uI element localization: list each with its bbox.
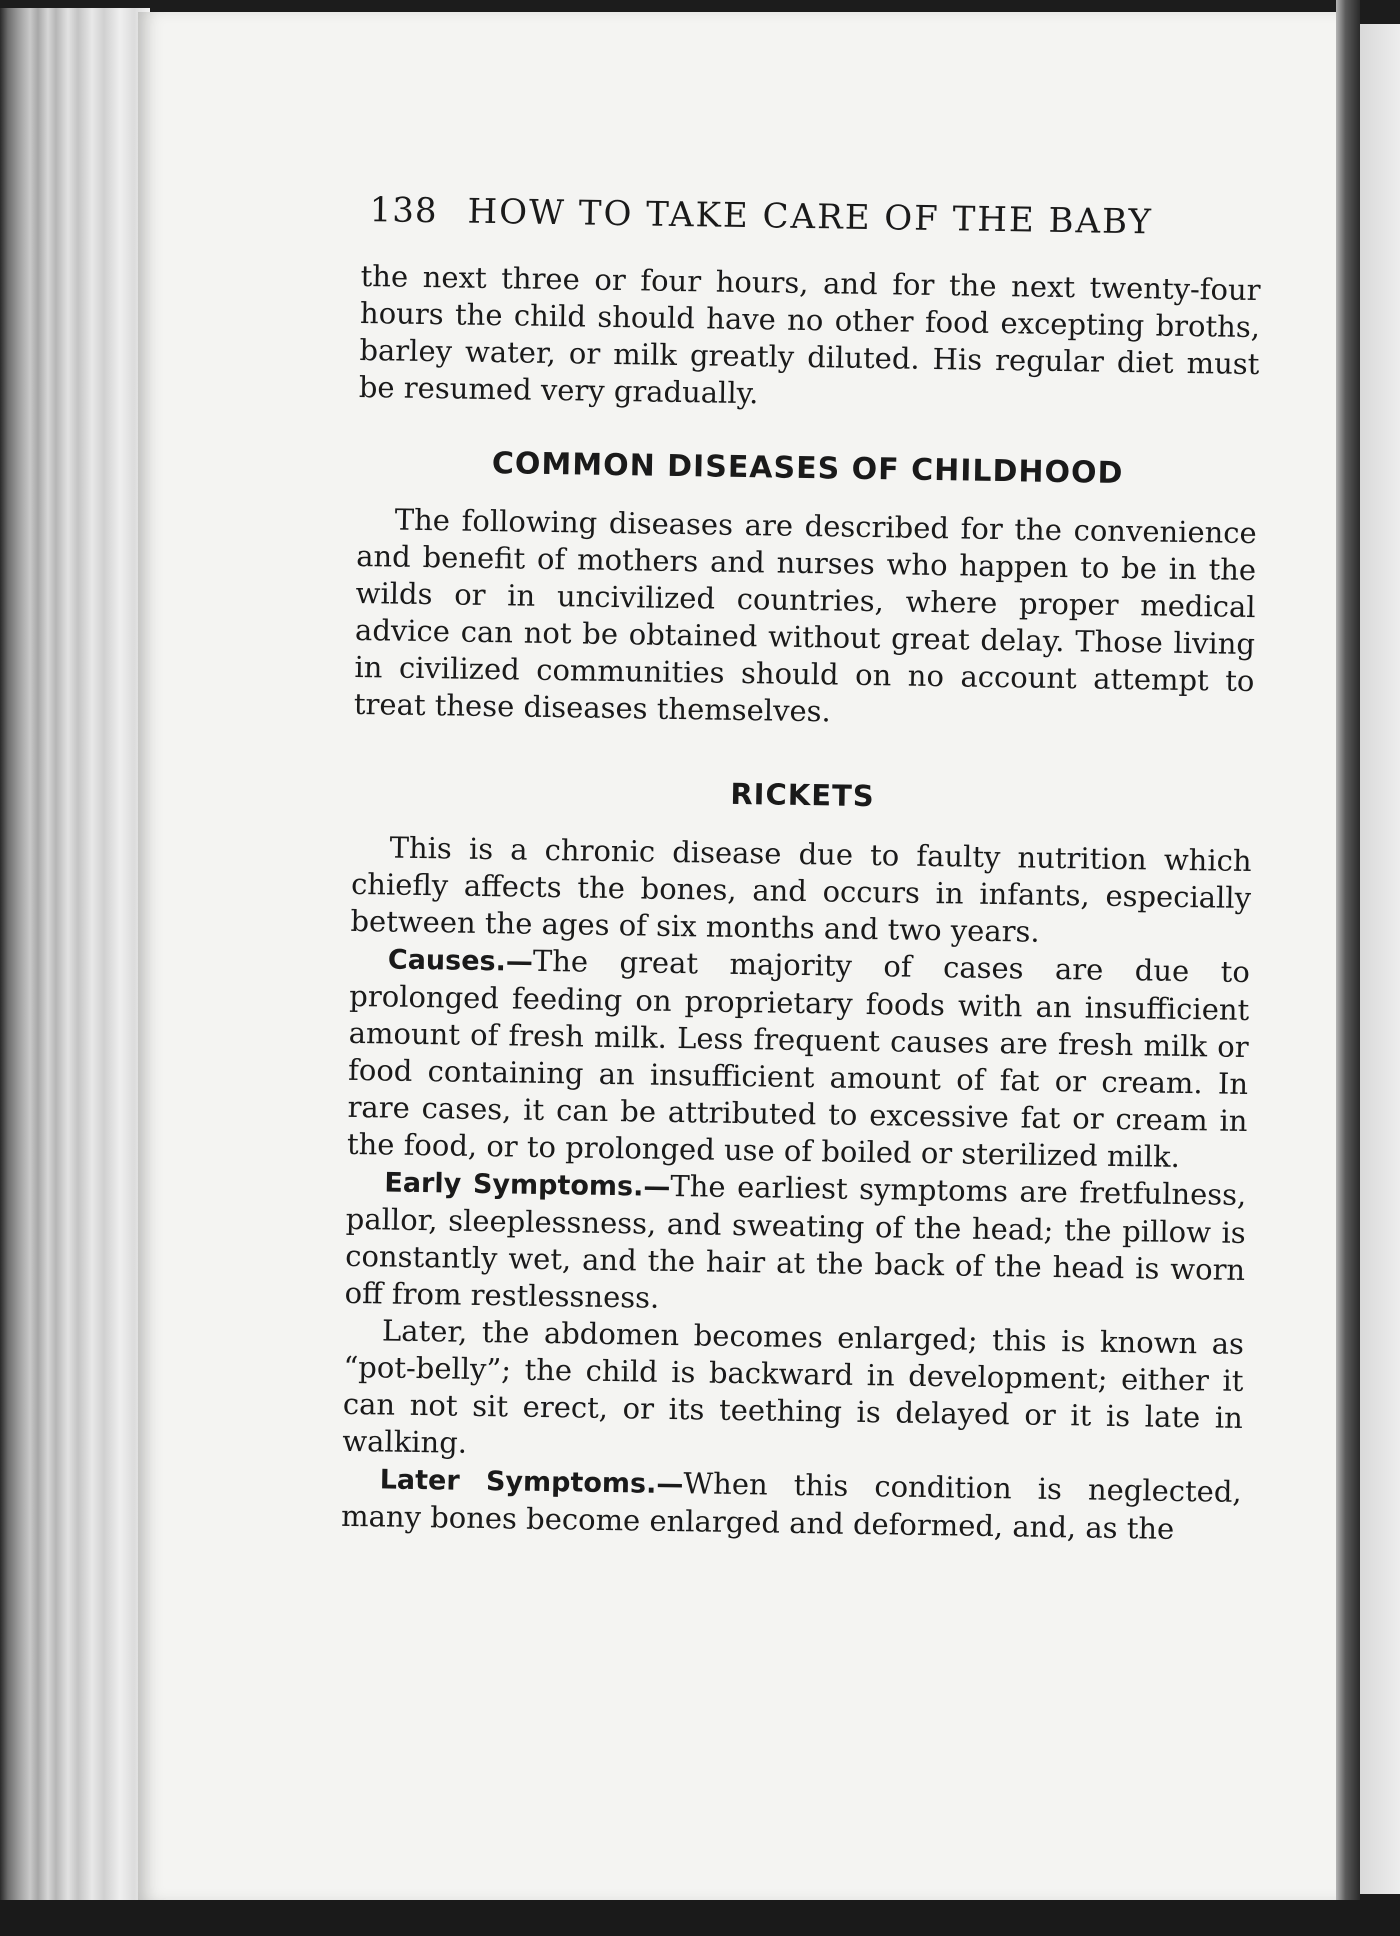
causes-text: The great majority of cases are due to prolonged feeding on proprietary foods with an insufficient amount of fresh milk. Less frequent causes are fresh milk or food containing an insufficient amount of fat or cream. In rare cases, it can be attributed to excessive fat or cream in the food, or to prolonged use of boiled or sterilized milk. <box>346 943 1251 1174</box>
book-gutter <box>1336 0 1360 1936</box>
opening-paragraph: the next three or four hours, and for the next twenty-four hours the child should have no other food excepting broths, barley water, or milk greatly diluted. His regular diet must be resumed very gradually. <box>358 258 1261 411</box>
early-symptoms-paragraph <box>344 1163 1246 1326</box>
early-symptoms-text: The earliest symptoms are fretfulness, pallor, sleeplessness, and sweating of the head; the pillow is constantly wet, and the hair at the back of the head is worn off from restlessness. <box>344 1168 1247 1315</box>
section-intro-paragraph: The following diseases are described for the convenience and benefit of mothers and nurses who happen to be in the wilds or in uncivilized countries, where proper medical advice can not be obtained without great delay. Those living in civilized communities should on no account attempt to treat these diseases themselves. <box>353 502 1257 729</box>
page-edges <box>0 8 150 1903</box>
causes-label: Causes.— <box>387 944 534 978</box>
later-symptoms-label: Later Symptoms.— <box>379 1464 684 1501</box>
facing-page-edge <box>1360 24 1400 1894</box>
page-text <box>341 190 1262 1549</box>
later-paragraph: Later, the abdomen becomes enlarged; this is known as “pot-belly”; the child is backward in development; either it can not sit erect, or its teething is delayed or it is late in walking. <box>342 1313 1245 1460</box>
early-symptoms-label: Early Symptoms.— <box>384 1167 671 1203</box>
section-heading: COMMON DISEASES OF CHILDHOOD <box>491 446 1124 491</box>
later-symptoms-paragraph <box>341 1460 1242 1549</box>
causes-paragraph <box>347 940 1250 1177</box>
page-number: 138 <box>369 190 438 232</box>
scan-bottom-border <box>0 1900 1400 1936</box>
later-symptoms-text: When this condition is neglected, many bones become enlarged and deformed, and, as the <box>340 1466 1242 1546</box>
running-title: HOW TO TAKE CARE OF THE BABY <box>467 191 1154 243</box>
rickets-intro-paragraph: This is a chronic disease due to faulty nutrition which chiefly affects the bones, and occurs in infants, especially between the ages of six months and two years. <box>350 830 1252 949</box>
subsection-heading: RICKETS <box>730 776 875 814</box>
